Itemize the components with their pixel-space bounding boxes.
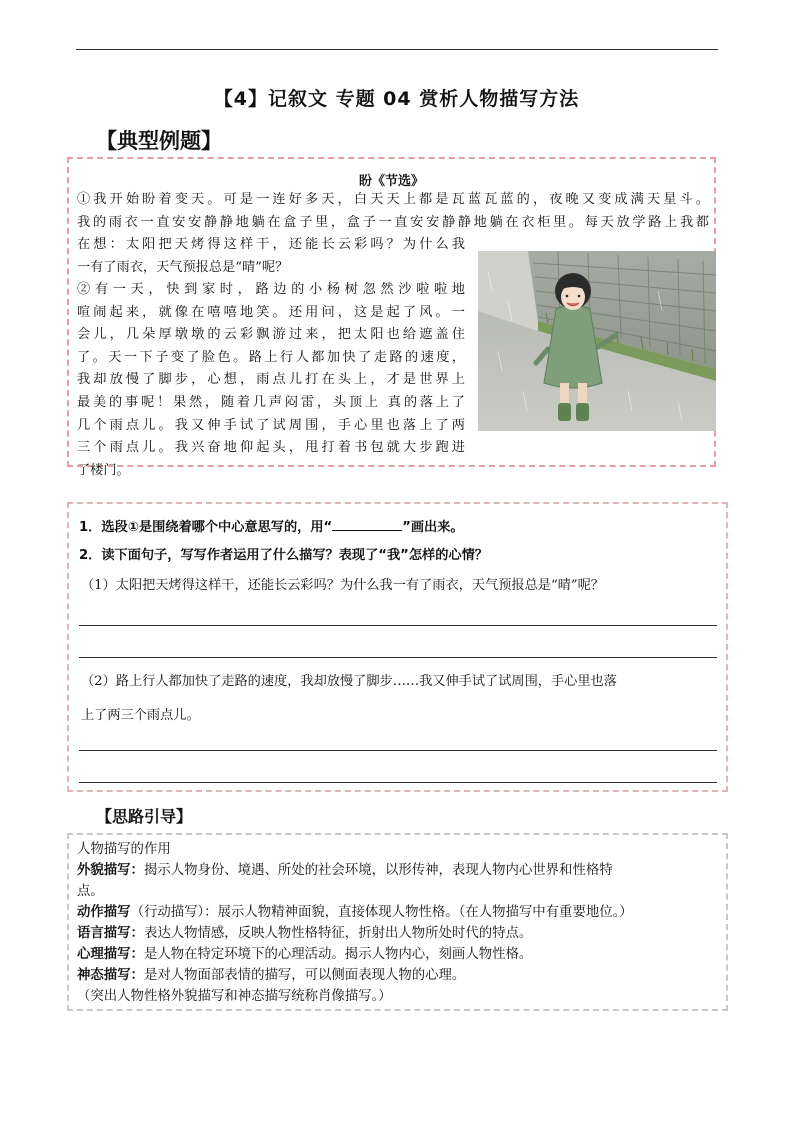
guide-item-language: 语言描写：表达人物情感，反映人物性格特征，折射出人物所处时代的特点。 — [77, 926, 533, 941]
guide-box — [67, 833, 728, 1011]
sub-question-1: （1）太阳把天烤得这样干，还能长云彩吗？为什么我一有了雨衣，天气预报总是“晴”呢？ — [81, 578, 604, 593]
question-2: 2．读下面句子，写写作者运用了什么描写？表现了“我”怎样的心情？ — [79, 548, 488, 563]
paragraph-line: 三个雨点儿。我兴奋地仰起头，甩打着书包就大步跑进 — [77, 440, 465, 456]
guide-intro: 人物描写的作用 — [77, 842, 171, 857]
paragraph-line: 我却放慢了脚步，心想，雨点儿打在头上，才是世界上 — [77, 372, 465, 388]
sub-question-2-line-1: （2）路上行人都加快了走路的速度，我却放慢了脚步……我又伸手试了试周围，手心里也落 — [81, 674, 617, 689]
guide-item-action: 动作描写（行动描写）：展示人物精神面貌，直接体现人物性格。（在人物描写中有重要地位。） — [77, 905, 633, 920]
paragraph-line: 喧闹起来，就像在嘻嘻地笑。还用问，这是起了风。一 — [77, 304, 465, 320]
paragraph-line: 了。天一下子变了脸色。路上行人都加快了走路的速度， — [77, 349, 465, 365]
answer-line[interactable] — [79, 625, 717, 626]
paragraph-line: ①我开始盼着变天。可是一连好多天，白天天上都是瓦蓝瓦蓝的，夜晚又变成满天星斗。 — [77, 192, 709, 207]
paragraph-line: 一有了雨衣，天气预报总是“晴”呢？ — [77, 259, 289, 275]
guide-item-appearance: 外貌描写：揭示人物身份、境遇、所处的社会环境，以形传神，表现人物内心世界和性格特 — [77, 863, 613, 878]
paragraph-line: 会儿，几朵厚墩墩的云彩飘游过来，把太阳也给遮盖住 — [77, 327, 465, 343]
guide-item-psychology: 心理描写：是人物在特定环境下的心理活动。揭示人物内心，刻画人物性格。 — [77, 947, 533, 962]
guide-note: （突出人物性格外貌描写和神态描写统称肖像描写。） — [77, 989, 392, 1004]
paragraph-2 — [77, 279, 465, 482]
section-heading-guide: 【思路引导】 — [96, 807, 193, 826]
answer-line[interactable] — [79, 782, 717, 783]
paragraph-line: 在想：太阳把天烤得这样干，还能长云彩吗？为什么我 — [77, 237, 465, 253]
header-rule — [76, 49, 718, 50]
paragraph-line: 几个雨点儿。我又伸手试了试周围，手心里也落上了两 — [77, 417, 465, 433]
answer-line[interactable] — [79, 657, 717, 658]
sub-question-2-line-2: 上了两三个雨点儿。 — [81, 708, 200, 723]
passage-box — [67, 157, 716, 478]
answer-blank[interactable] — [332, 518, 402, 531]
passage-title: 盼《节选》 — [358, 174, 424, 189]
document-title: 【4】记叙文 专题 04 赏析人物描写方法 — [213, 88, 580, 110]
guide-item-expression: 神态描写：是对人物面部表情的描写，可以侧面表现人物的心理。 — [77, 968, 466, 983]
questions-box — [67, 502, 728, 792]
answer-line[interactable] — [79, 750, 717, 751]
section-heading-examples: 【典型例题】 — [96, 129, 222, 153]
paragraph-line: ②有一天，快到家时，路边的小杨树忽然沙啦啦地 — [77, 282, 465, 297]
paragraph-line: 最美的事呢！果然，随着几声闷雷，头顶上 真的落上了 — [77, 394, 465, 410]
girl-in-raincoat-illustration — [478, 251, 716, 431]
paragraph-line: 我的雨衣一直安安静静地躺在盒子里，盒子一直安安静静地躺在衣柜里。每天放学路上我都 — [77, 214, 709, 230]
question-1: 1．选段①是围绕着哪个中心意思写的，用“ ”画出来。 — [79, 520, 464, 535]
paragraph-line: 了楼门。 — [77, 462, 130, 478]
guide-item-appearance-cont: 点。 — [77, 884, 104, 899]
